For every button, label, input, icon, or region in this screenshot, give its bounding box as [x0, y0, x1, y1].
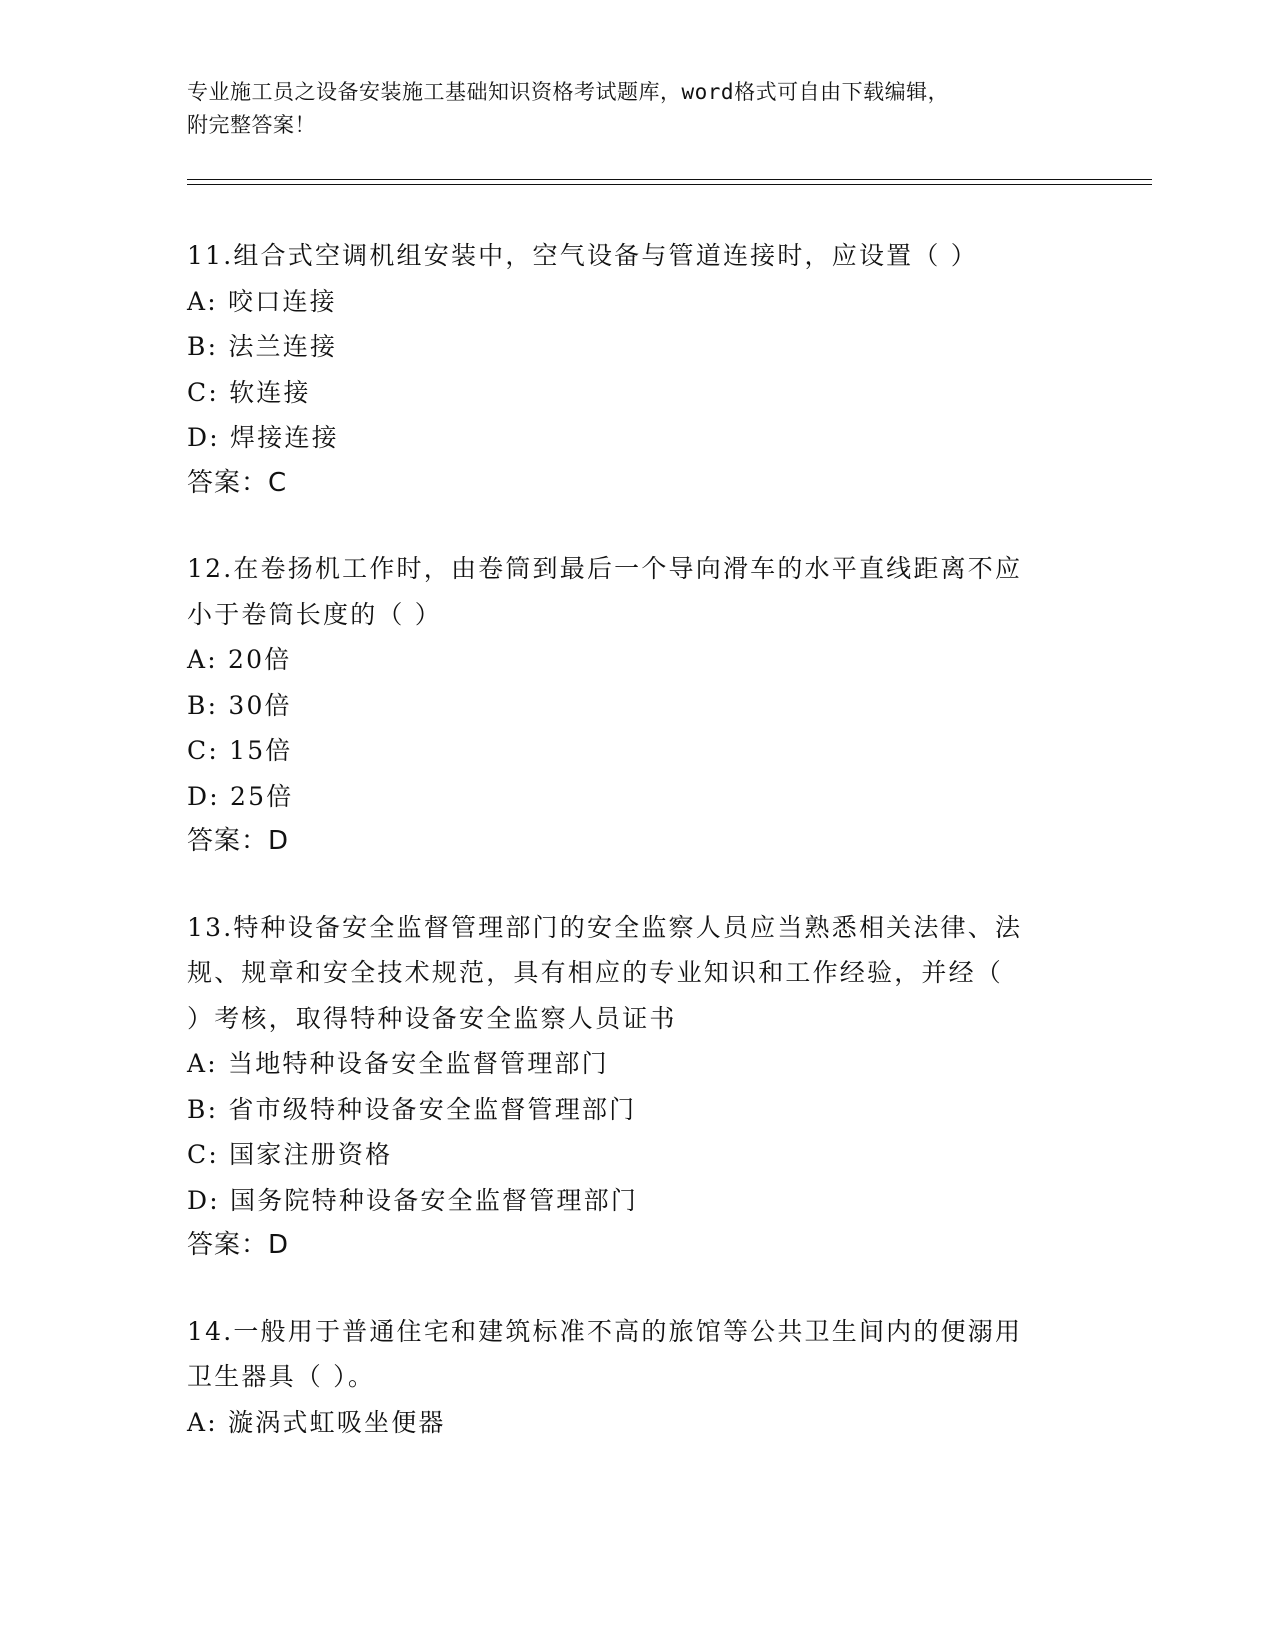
option-b: B: 省市级特种设备安全监督管理部门 — [187, 1094, 637, 1124]
question-stem-line-1: 14.一般用于普通住宅和建筑标准不高的旅馆等公共卫生间内的便溺用 — [187, 1316, 1023, 1346]
answer: 答案：D — [187, 1230, 290, 1260]
header-divider-bottom — [187, 184, 1152, 185]
question-stem-line-2: 卫生器具（ ）。 — [187, 1362, 376, 1391]
header-line-1: 专业施工员之设备安装施工基础知识资格考试题库，word格式可自由下载编辑， — [187, 80, 950, 104]
option-c: C: 国家注册资格 — [187, 1140, 393, 1169]
option-a: A: 当地特种设备安全监督管理部门 — [187, 1049, 609, 1078]
question-list — [187, 233, 1087, 1485]
option-a: A: 20倍 — [187, 645, 292, 674]
question-stem-line-1: 12.在卷扬机工作时，由卷筒到最后一个导向滑车的水平直线距离不应 — [187, 554, 1023, 583]
option-b: B: 法兰连接 — [187, 332, 338, 361]
answer: 答案：C — [187, 467, 288, 498]
question-stem-line-3: ）考核，取得特种设备安全监察人员证书 — [187, 1003, 677, 1033]
question-stem-line-1: 13.特种设备安全监督管理部门的安全监察人员应当熟悉相关法律、法 — [187, 912, 1023, 942]
option-d: D: 国务院特种设备安全监督管理部门 — [187, 1185, 639, 1215]
answer: 答案：D — [187, 826, 290, 856]
option-d: D: 25倍 — [187, 781, 294, 811]
header-line-2: 附完整答案！ — [187, 113, 316, 137]
option-a: A: 漩涡式虹吸坐便器 — [187, 1407, 446, 1437]
question-12 — [187, 546, 1087, 865]
question-stem-line-2: 小于卷筒长度的（ ） — [187, 599, 442, 629]
question-14 — [187, 1309, 1087, 1446]
option-a: A: 咬口连接 — [187, 286, 337, 316]
document-header — [187, 76, 1087, 142]
option-b: B: 30倍 — [187, 690, 292, 720]
question-stem: 11.组合式空调机组安装中，空气设备与管道连接时，应设置（ ） — [187, 241, 978, 270]
option-c: C: 软连接 — [187, 377, 311, 407]
header-divider-top — [187, 179, 1152, 180]
question-11 — [187, 233, 1087, 506]
question-13 — [187, 905, 1087, 1269]
option-d: D: 焊接连接 — [187, 423, 339, 452]
question-stem-line-2: 规、规章和安全技术规范，具有相应的专业知识和工作经验，并经（ — [187, 958, 1004, 987]
option-c: C: 15倍 — [187, 736, 293, 765]
